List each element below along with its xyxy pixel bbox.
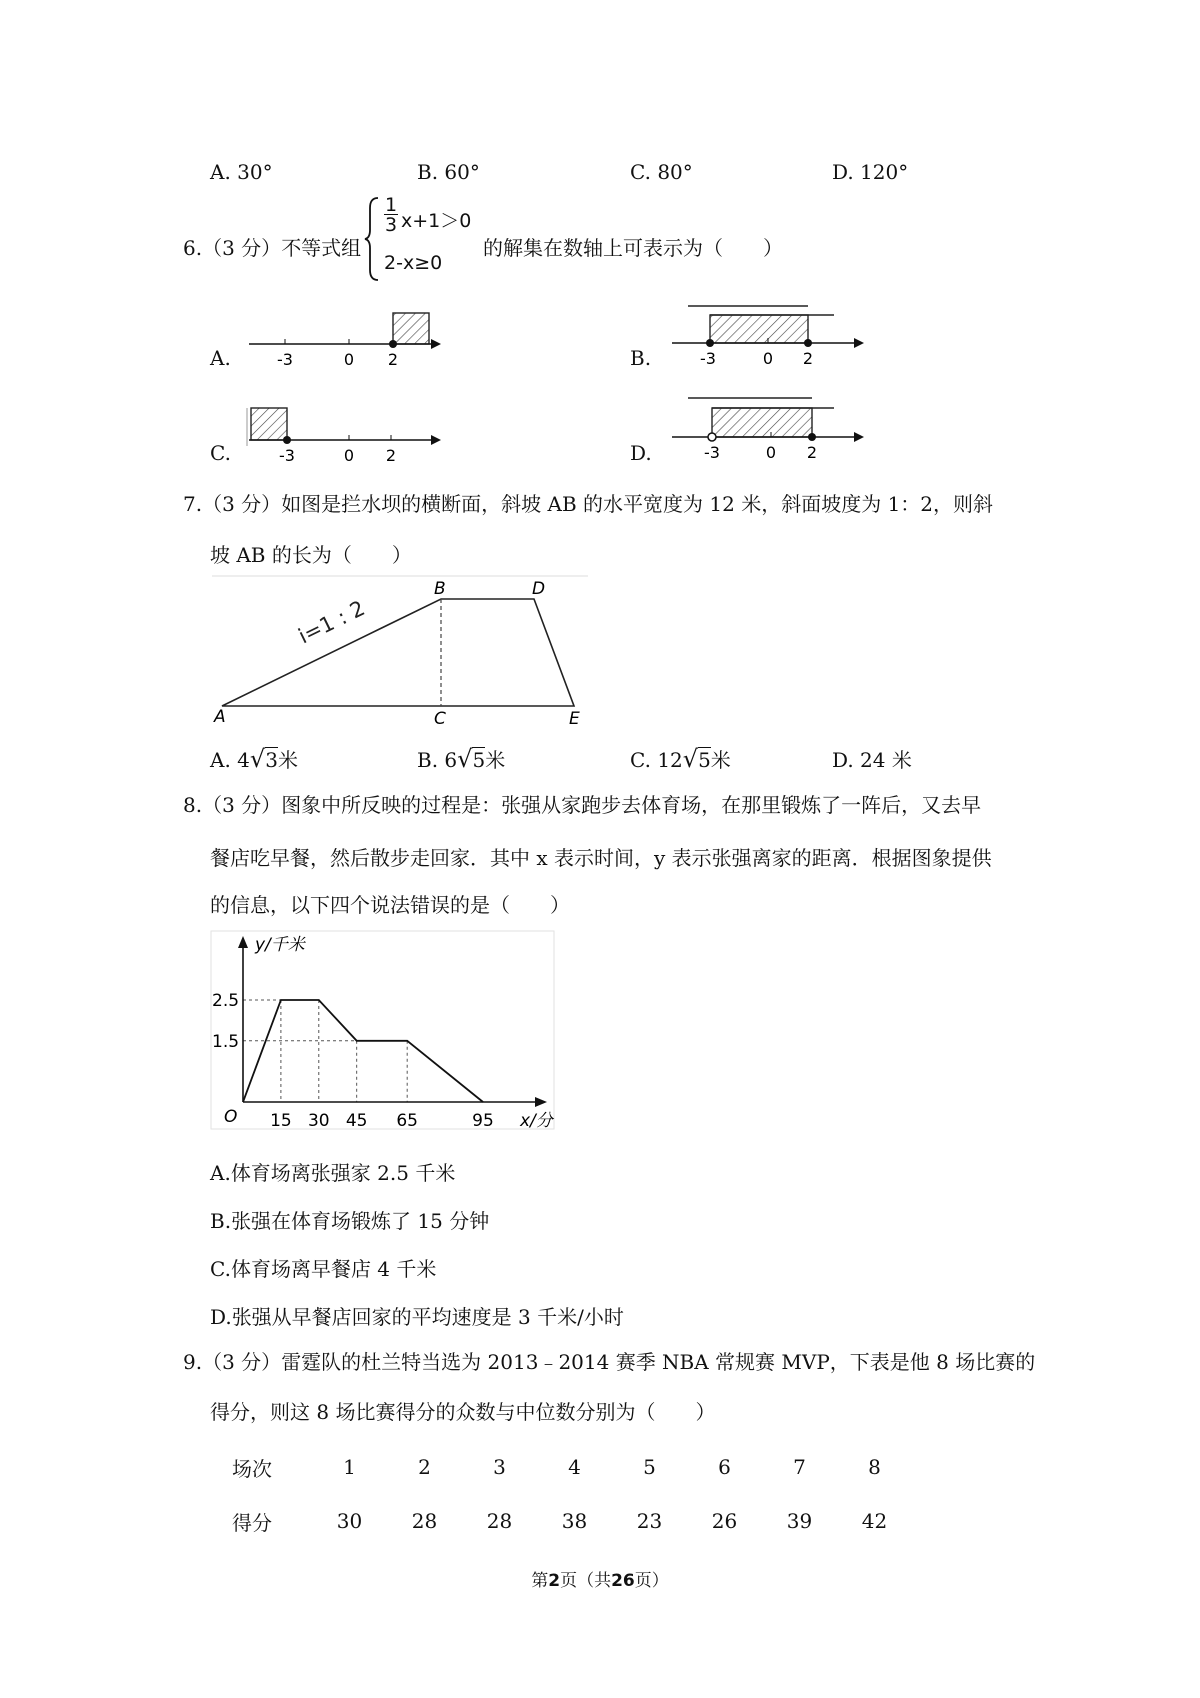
tick-label: -3 xyxy=(277,350,293,369)
q6-inequality-system xyxy=(364,194,484,284)
q6-number-line-a xyxy=(245,305,445,370)
q6-option-d-letter: D. xyxy=(630,441,652,465)
y-axis-label: y/千米 xyxy=(255,935,305,955)
x-tick-label: 65 xyxy=(396,1111,419,1130)
q7-option-d: D. 24 米 xyxy=(832,748,912,772)
q7-dam-figure xyxy=(208,574,590,724)
q7-stem-line1: 7.（3 分）如图是拦水坝的横断面，斜坡 AB 的水平宽度为 12 米，斜面坡度为 1：2，则斜 xyxy=(183,492,994,516)
solution-region xyxy=(251,408,287,440)
q5-option-a: A. 30° xyxy=(210,160,273,184)
q7-option-a: A. 4√3米 xyxy=(210,745,298,773)
chart-guides xyxy=(243,1000,407,1102)
row-header-scores: 得分 xyxy=(232,1510,272,1535)
q8-distance-time-chart xyxy=(210,930,555,1130)
q6-stem-end: 的解集在数轴上可表示为（ ） xyxy=(483,236,783,260)
origin-label: O xyxy=(224,1107,238,1127)
closed-endpoint xyxy=(706,339,714,347)
closed-endpoint xyxy=(804,339,812,347)
closed-endpoint xyxy=(389,340,397,348)
tick-label: -3 xyxy=(704,443,720,462)
tick-label: 0 xyxy=(343,446,355,465)
q6-option-c-letter: C. xyxy=(210,441,231,465)
row-header-games: 场次 xyxy=(232,1456,272,1481)
q8-option-c: C.体育场离早餐店 4 千米 xyxy=(210,1257,437,1281)
table-cell: 26 xyxy=(711,1509,738,1533)
y-tick-label: 2.5 xyxy=(212,991,240,1011)
y-axis-arrow-icon xyxy=(238,936,248,948)
point-label-d: D xyxy=(532,579,546,599)
inequality-1-rest: x+1＞0 xyxy=(401,210,472,232)
table-cell: 1 xyxy=(343,1455,356,1479)
tick-label: -3 xyxy=(700,349,716,368)
point-label-c: C xyxy=(434,709,446,724)
table-cell: 38 xyxy=(561,1509,588,1533)
solution-region xyxy=(712,408,812,437)
tick-label: 2 xyxy=(806,443,818,462)
table-row xyxy=(232,1494,912,1548)
q9-stem-line1: 9.（3 分）雷霆队的杜兰特当选为 2013﹣2014 赛季 NBA 常规赛 MVP，下表是他 8 场比赛的 xyxy=(183,1350,1036,1374)
point-label-a: A xyxy=(214,707,226,724)
tick-label: 0 xyxy=(765,443,777,462)
x-axis-label: x/分 xyxy=(520,1111,553,1130)
table-cell: 42 xyxy=(861,1509,888,1533)
x-tick-label: 30 xyxy=(307,1111,330,1130)
solution-region xyxy=(710,315,808,343)
q9-stem-line2: 得分，则这 8 场比赛得分的众数与中位数分别为（ ） xyxy=(210,1400,716,1424)
q9-score-table xyxy=(232,1440,912,1548)
table-cell: 5 xyxy=(643,1455,656,1479)
q5-option-b: B. 60° xyxy=(417,160,480,184)
tick-label: 2 xyxy=(387,350,399,369)
table-cell: 28 xyxy=(411,1509,438,1533)
page-footer: 第2页（共26页） xyxy=(531,1571,669,1591)
q7-option-b: B. 6√5米 xyxy=(417,745,506,773)
fraction-denominator: 3 xyxy=(384,214,398,236)
table-cell: 3 xyxy=(493,1455,506,1479)
q6-number-line-d xyxy=(668,392,868,464)
series-line xyxy=(243,1000,483,1102)
solution-region xyxy=(393,313,429,344)
q8-stem-line1: 8.（3 分）图象中所反映的过程是：张强从家跑步去体育场，在那里锻炼了一阵后，又去早 xyxy=(183,793,982,817)
arrow-icon xyxy=(854,338,864,348)
q8-option-d: D.张强从早餐店回家的平均速度是 3 千米/小时 xyxy=(210,1305,624,1329)
arrow-icon xyxy=(431,435,441,445)
q8-option-b: B.张强在体育场锻炼了 15 分钟 xyxy=(210,1209,490,1233)
fraction-numerator: 1 xyxy=(384,194,398,216)
q5-option-c: C. 80° xyxy=(630,160,693,184)
x-tick-label: 45 xyxy=(345,1111,368,1130)
q7-stem-line2: 坡 AB 的长为（ ） xyxy=(210,543,412,567)
table-cell: 6 xyxy=(718,1455,731,1479)
tick-label: 2 xyxy=(385,446,397,465)
table-cell: 8 xyxy=(868,1455,881,1479)
tick-label: 0 xyxy=(343,350,355,369)
q6-number-line-c xyxy=(245,402,445,467)
table-cell: 23 xyxy=(636,1509,663,1533)
tick-label: 0 xyxy=(762,349,774,368)
tick-label: 2 xyxy=(802,349,814,368)
q6-number-line-b xyxy=(668,300,868,370)
arrow-icon xyxy=(854,432,864,442)
y-tick-label: 1.5 xyxy=(212,1031,240,1052)
slope-label: i=1 : 2 xyxy=(294,595,369,649)
q8-stem-line3: 的信息，以下四个说法错误的是（ ） xyxy=(210,893,570,917)
x-tick-label: 95 xyxy=(472,1111,494,1130)
table-cell: 2 xyxy=(418,1455,431,1479)
q6-option-a-letter: A. xyxy=(210,346,231,370)
q7-option-c: C. 12√5米 xyxy=(630,745,731,773)
point-label-b: B xyxy=(434,579,446,599)
q6-stem: 6.（3 分）不等式组 xyxy=(183,236,362,260)
arrow-icon xyxy=(431,339,441,349)
table-cell: 28 xyxy=(486,1509,513,1533)
closed-endpoint xyxy=(808,433,816,441)
q5-option-d: D. 120° xyxy=(832,160,909,184)
q8-option-a: A.体育场离张强家 2.5 千米 xyxy=(210,1161,456,1185)
dam-cross-section xyxy=(222,599,574,706)
brace-icon xyxy=(364,194,382,284)
table-cell: 7 xyxy=(793,1455,806,1479)
x-axis-arrow-icon xyxy=(535,1097,547,1107)
inequality-2: 2-x≥0 xyxy=(384,252,443,274)
x-tick-label: 15 xyxy=(270,1111,292,1130)
point-label-e: E xyxy=(569,709,580,724)
closed-endpoint xyxy=(283,436,291,444)
table-cell: 4 xyxy=(568,1455,581,1479)
open-endpoint xyxy=(708,433,716,441)
q8-stem-line2: 餐店吃早餐，然后散步走回家．其中 x 表示时间，y 表示张强离家的距离．根据图象提供 xyxy=(210,846,992,870)
tick-label: -3 xyxy=(279,446,295,465)
q6-option-b-letter: B. xyxy=(630,346,652,370)
table-cell: 39 xyxy=(786,1509,813,1533)
table-cell: 30 xyxy=(336,1509,363,1533)
table-row xyxy=(232,1440,912,1494)
